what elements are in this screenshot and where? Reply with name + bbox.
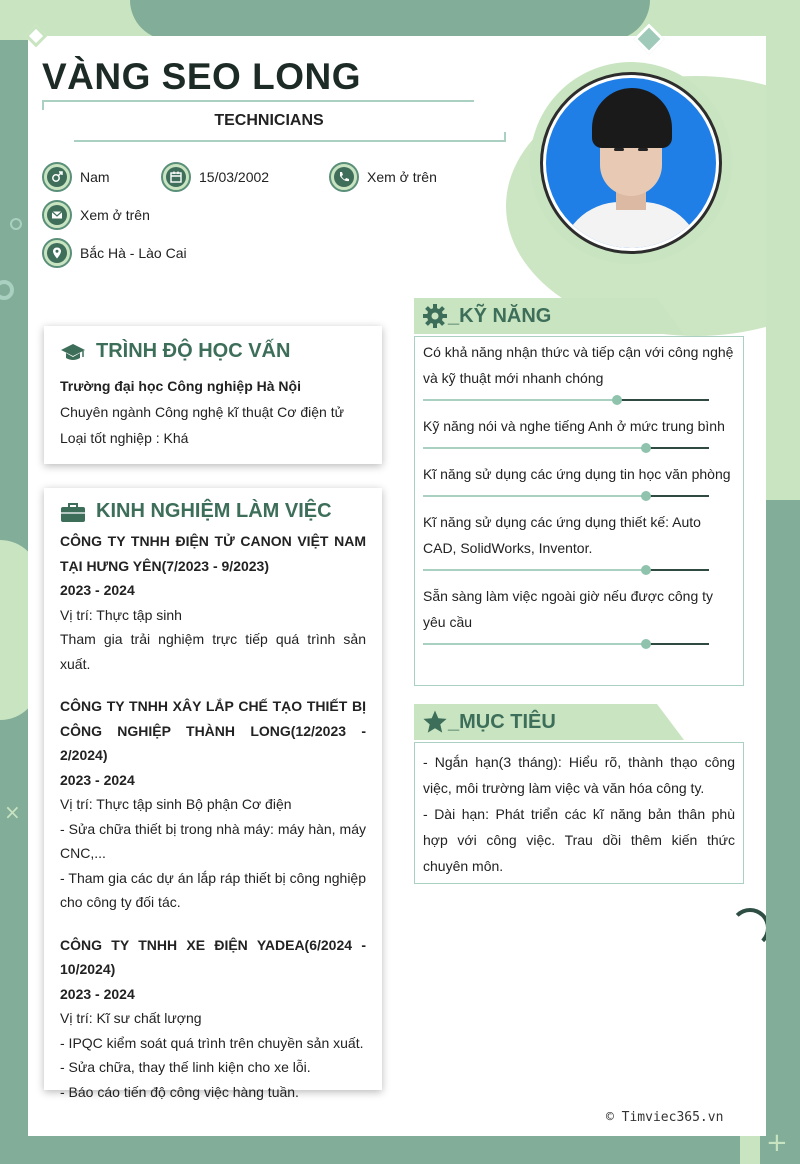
job-line: Vị trí: Thực tập sinh — [60, 606, 182, 623]
skill-bar — [423, 635, 709, 653]
experience-title: KINH NGHIỆM LÀM VIỆC — [96, 500, 332, 522]
envelope-icon — [42, 200, 72, 230]
profile-photo — [546, 78, 716, 248]
skill-bar — [423, 439, 709, 457]
job-line: - Báo cáo tiến độ công việc hàng tuần. — [60, 1083, 299, 1100]
skills-box — [414, 336, 744, 686]
job-entry — [60, 529, 366, 676]
email-value: Xem ở trên — [80, 207, 150, 223]
skill-text: Sẵn sàng làm việc ngoài giờ nếu được công ty yêu cầu — [423, 588, 714, 630]
decor-plus-icon: + — [766, 1128, 788, 1158]
experience-heading — [60, 500, 366, 523]
decor-arc — [730, 908, 766, 948]
background-right-band — [760, 500, 800, 1164]
skill-item — [423, 461, 735, 505]
skill-level-knob — [641, 639, 651, 649]
skill-level-knob — [641, 491, 651, 501]
job-line: - IPQC kiểm soát quá trình trên chuyền sản xuất. — [60, 1034, 364, 1051]
education-card — [44, 326, 382, 464]
graduation-cap-icon — [60, 342, 86, 362]
phone-value: Xem ở trên — [367, 169, 437, 185]
job-line: Vị trí: Kĩ sư chất lượng — [60, 1010, 202, 1026]
phone-info — [329, 162, 437, 192]
skill-bar — [423, 391, 709, 409]
title-divider — [74, 132, 506, 142]
company-name: CÔNG TY TNHH XÂY LẮP CHẾ TẠO THIẾT BỊ CÔNG NGHIỆP THÀNH LONG(12/2023 - 2/2024) — [60, 698, 366, 763]
short-term-goal: - Ngắn hạn(3 tháng): Hiểu rõ, thành thạo công việc, môi trường làm việc và văn hóa công ty. — [423, 754, 735, 796]
skill-level-knob — [641, 565, 651, 575]
education-heading — [60, 340, 366, 363]
skill-level-knob — [612, 395, 622, 405]
skill-bar — [423, 561, 709, 579]
decor-ring — [0, 280, 14, 300]
gender-icon — [42, 162, 72, 192]
candidate-name: VÀNG SEO LONG — [42, 56, 361, 97]
education-title: TRÌNH ĐỘ HỌC VẤN — [96, 340, 291, 362]
job-line: - Sửa chữa, thay thế linh kiện cho xe lỗi. — [60, 1059, 311, 1075]
address-info — [42, 238, 187, 268]
job-line: Vị trí: Thực tập sinh Bộ phận Cơ điện — [60, 796, 292, 812]
skill-text: Có khả năng nhận thức và tiếp cận với công nghệ và kỹ thuật mới nhanh chóng — [423, 344, 734, 386]
briefcase-icon — [60, 501, 86, 523]
address-value: Bắc Hà - Lào Cai — [80, 245, 187, 261]
skill-text: Kĩ năng sử dụng các ứng dụng thiết kế: Auto CAD, SolidWorks, Inventor. — [423, 514, 701, 556]
skill-item — [423, 509, 735, 579]
skill-text: Kỹ năng nói và nghe tiếng Anh ở mức trung bình — [423, 418, 725, 434]
school-name: Trường đại học Công nghiệp Hà Nội — [60, 378, 301, 394]
job-line: Tham gia trải nghiệm trực tiếp quá trình sản xuất. — [60, 631, 366, 672]
birthday-info — [161, 162, 269, 192]
job-entry — [60, 933, 366, 1105]
gender-info — [42, 162, 110, 192]
job-line: - Tham gia các dự án lắp ráp thiết bị công nghiệp cho công ty đối tác. — [60, 869, 366, 910]
copyright: © Timviec365.vn — [606, 1110, 724, 1125]
skill-item — [423, 413, 735, 457]
background-top-band — [130, 0, 650, 40]
goals-heading — [414, 704, 684, 740]
location-pin-icon — [42, 238, 72, 268]
calendar-icon — [161, 162, 191, 192]
skill-bar — [423, 487, 709, 505]
graduation-grade: Loại tốt nghiệp : Khá — [60, 430, 189, 446]
decor-ring — [10, 218, 22, 230]
major: Chuyên ngành Công nghệ kĩ thuật Cơ điện tử — [60, 404, 344, 420]
skills-heading — [414, 298, 684, 334]
skills-title: _KỸ NĂNG — [448, 304, 552, 327]
company-name: CÔNG TY TNHH ĐIỆN TỬ CANON VIỆT NAM TẠI HƯNG YÊN(7/2023 - 9/2023) — [60, 533, 366, 574]
long-term-goal: - Dài hạn: Phát triển các kĩ năng bản thân phù hợp với công việc. Trau dồi thêm kiến thức chuyên môn. — [423, 806, 735, 874]
job-years: 2023 - 2024 — [60, 985, 135, 1002]
decor-cross-icon: × — [4, 800, 21, 824]
gender-value: Nam — [80, 169, 110, 185]
skill-item — [423, 583, 735, 653]
phone-icon — [329, 162, 359, 192]
skill-text: Kĩ năng sử dụng các ứng dụng tin học văn phòng — [423, 466, 731, 482]
goals-box — [414, 742, 744, 884]
company-name: CÔNG TY TNHH XE ĐIỆN YADEA(6/2024 - 10/2024) — [60, 936, 366, 977]
email-info — [42, 200, 150, 230]
goals-title: _MỤC TIÊU — [448, 710, 556, 733]
star-icon — [422, 709, 448, 735]
title-divider — [42, 100, 474, 110]
job-years: 2023 - 2024 — [60, 582, 135, 598]
job-years: 2023 - 2024 — [60, 771, 135, 788]
skill-item — [423, 339, 735, 409]
birthday-value: 15/03/2002 — [199, 169, 270, 185]
gear-icon — [422, 303, 448, 329]
job-entry — [60, 694, 366, 915]
job-line: - Sửa chữa thiết bị trong nhà máy: máy hàn, máy CNC,... — [60, 820, 366, 861]
skill-level-knob — [641, 443, 651, 453]
experience-card — [44, 488, 382, 1100]
job-title: TECHNICIANS — [214, 112, 324, 129]
